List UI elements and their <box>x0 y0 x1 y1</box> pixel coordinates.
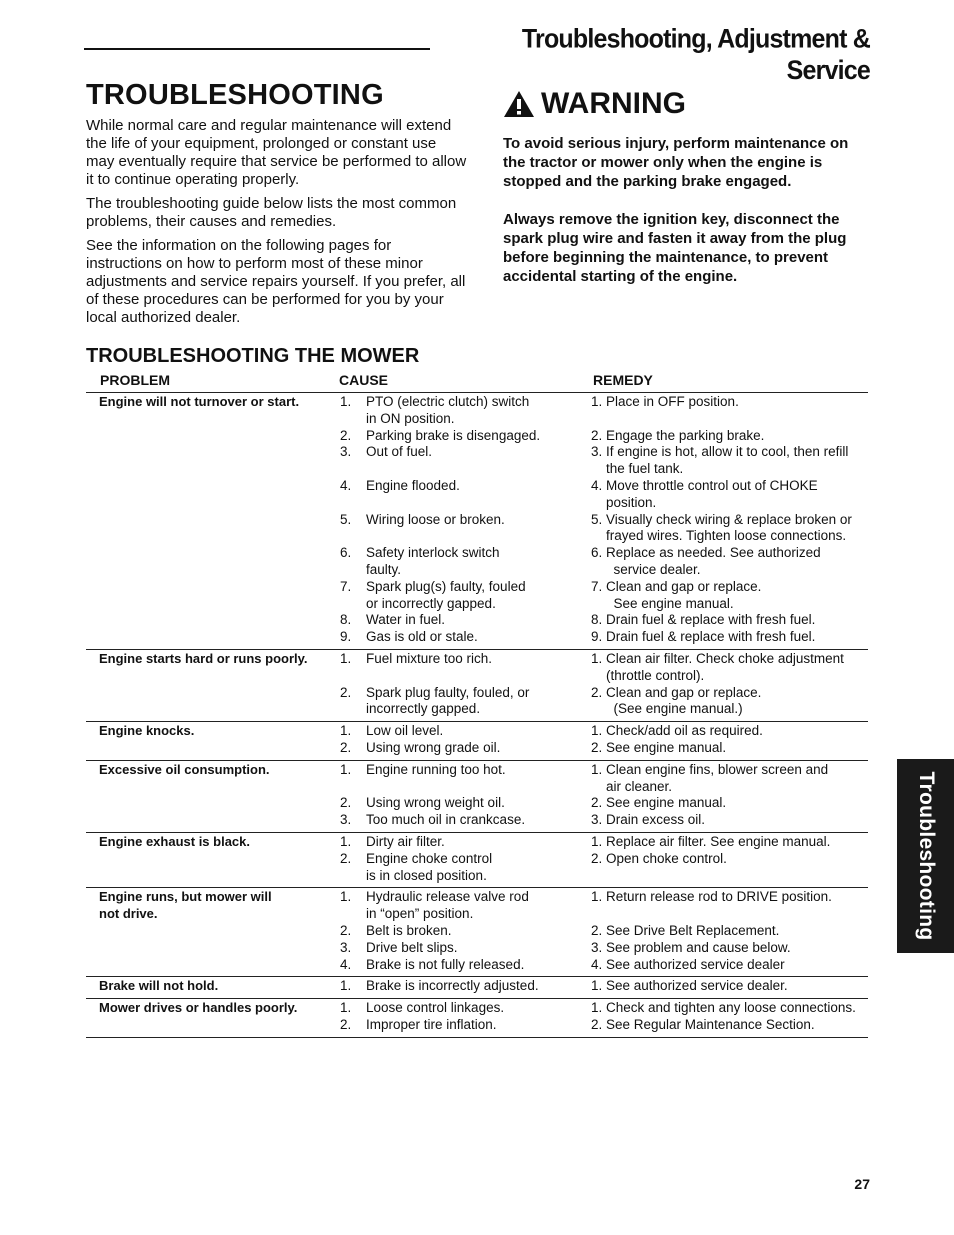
table-row <box>86 629 868 646</box>
cause-number: 1. <box>340 761 352 777</box>
problem-cell <box>86 740 340 757</box>
problem-cell <box>86 629 340 646</box>
remedy-cell: 8. Drain fuel & replace with fresh fuel. <box>591 612 816 628</box>
table-row <box>86 1000 868 1017</box>
problem-cell <box>86 957 340 974</box>
warning-heading <box>503 84 863 124</box>
problem-cell <box>86 579 340 613</box>
problem-cell <box>86 812 340 829</box>
cause-cell: PTO (electric clutch) switch in ON position. <box>366 394 530 426</box>
cause-cell: Drive belt slips. <box>366 939 458 955</box>
section-header: Troubleshooting, Adjustment & Service <box>521 23 870 86</box>
remedy-cell: 9. Drain fuel & replace with fresh fuel. <box>591 629 816 645</box>
cause-cell: Engine choke control is in closed position. <box>366 850 493 883</box>
problem-group <box>86 888 868 977</box>
remedy-cell: 4. See authorized service dealer <box>591 956 785 972</box>
problem-group <box>86 393 868 650</box>
column-header-remedy: REMEDY <box>593 372 653 388</box>
table-row <box>86 795 868 812</box>
cause-number: 1. <box>340 394 352 409</box>
table-row <box>86 978 868 995</box>
page-title: TROUBLESHOOTING <box>86 79 384 111</box>
cause-cell: Belt is broken. <box>366 922 452 938</box>
remedy-cell: 4. Move throttle control out of CHOKE position. <box>591 477 818 510</box>
table-row <box>86 579 868 613</box>
remedy-cell: 3. If engine is hot, allow it to cool, then refill the fuel tank. <box>591 444 849 477</box>
cause-number: 3. <box>340 444 352 460</box>
cause-number: 2. <box>340 427 352 443</box>
problem-cell: Engine exhaust is black. <box>99 833 250 849</box>
remedy-cell: 2. Engage the parking brake. <box>591 427 765 443</box>
cause-number: 2. <box>340 795 352 811</box>
cause-cell: Hydraulic release valve rod in “open” position. <box>366 889 529 922</box>
cause-number: 2. <box>340 684 352 700</box>
cause-cell: Safety interlock switch faulty. <box>366 545 500 577</box>
cause-cell: Parking brake is disengaged. <box>366 427 541 443</box>
cause-number: 3. <box>340 812 352 828</box>
remedy-cell: 2. Clean and gap or replace. (See engine manual.) <box>591 684 762 717</box>
remedy-cell: 2. See engine manual. <box>591 795 727 811</box>
table-row <box>86 651 868 685</box>
cause-number: 4. <box>340 956 352 972</box>
cause-cell: Using wrong grade oil. <box>366 739 501 755</box>
problem-cell: Brake will not hold. <box>99 978 219 994</box>
table-row <box>86 889 868 923</box>
table-row <box>86 957 868 974</box>
table-row <box>86 512 868 546</box>
cause-number: 4. <box>340 477 352 493</box>
cause-number: 3. <box>340 939 352 955</box>
remedy-cell: 2. See Drive Belt Replacement. <box>591 922 780 938</box>
remedy-cell: 3. See problem and cause below. <box>591 939 791 955</box>
problem-cell <box>86 795 340 812</box>
cause-number: 5. <box>340 511 352 527</box>
warning-title: WARNING <box>541 87 686 120</box>
problem-cell <box>86 685 340 719</box>
remedy-cell: 6. Replace as needed. See authorized service dealer. <box>591 545 821 577</box>
cause-cell: Too much oil in crankcase. <box>366 812 526 828</box>
table-row <box>86 685 868 719</box>
intro-paragraph: The troubleshooting guide below lists the most common problems, their causes and remedies. <box>86 195 457 230</box>
remedy-cell: 2. See engine manual. <box>591 739 727 755</box>
cause-number: 1. <box>340 889 352 905</box>
cause-cell: Gas is old or stale. <box>366 629 478 645</box>
remedy-cell: 1. Clean air filter. Check choke adjustment (throttle control). <box>591 650 844 683</box>
cause-cell: Low oil level. <box>366 723 444 739</box>
table-row <box>86 851 868 885</box>
problem-cell <box>86 923 340 940</box>
cause-number: 1. <box>340 978 352 994</box>
warning-paragraph: Always remove the ignition key, disconnect the spark plug wire and fasten it away from the plug before beginning the maintenance, to prevent accidental starting of the engine. <box>503 211 847 285</box>
problem-cell: Engine starts hard or runs poorly. <box>99 650 308 666</box>
intro-text <box>86 117 468 333</box>
cause-cell: Engine flooded. <box>366 477 460 493</box>
remedy-cell: 1. Clean engine fins, blower screen and air cleaner. <box>591 761 829 794</box>
problem-group <box>86 650 868 722</box>
problem-cell <box>86 512 340 546</box>
remedy-cell: 1. Check and tighten any loose connections. <box>591 1000 856 1016</box>
cause-cell: Improper tire inflation. <box>366 1016 497 1032</box>
remedy-cell: 3. Drain excess oil. <box>591 812 706 828</box>
remedy-cell: 1. Replace air filter. See engine manual. <box>591 833 831 849</box>
cause-cell: Water in fuel. <box>366 612 446 628</box>
side-tab-label: Troubleshooting <box>914 771 938 941</box>
table-row <box>86 812 868 829</box>
cause-cell: Wiring loose or broken. <box>366 511 505 527</box>
remedy-cell: 1. Place in OFF position. <box>591 394 739 409</box>
cause-number: 2. <box>340 739 352 755</box>
cause-cell: Spark plug faulty, fouled, or incorrectly gapped. <box>366 684 530 717</box>
warning-box <box>503 84 863 286</box>
cause-number: 1. <box>340 723 352 739</box>
problem-cell: Excessive oil consumption. <box>99 761 270 777</box>
cause-number: 1. <box>340 833 352 849</box>
page-number: 27 <box>854 1176 870 1192</box>
problem-group <box>86 722 868 761</box>
cause-cell: Out of fuel. <box>366 444 433 460</box>
warning-paragraph: To avoid serious injury, perform maintenance on the tractor or mower only when the engine is stopped and the parking brake engaged. <box>503 135 849 190</box>
table-header <box>86 372 868 393</box>
problem-cell: Engine knocks. <box>99 723 195 739</box>
column-header-cause: CAUSE <box>339 372 389 388</box>
problem-cell <box>86 545 340 579</box>
table-row <box>86 428 868 445</box>
column-header-problem: PROBLEM <box>100 372 170 388</box>
cause-number: 6. <box>340 545 352 561</box>
problem-cell <box>86 444 340 478</box>
problem-cell <box>86 428 340 445</box>
cause-cell: Using wrong weight oil. <box>366 795 505 811</box>
cause-cell: Brake is incorrectly adjusted. <box>366 978 539 994</box>
table-row <box>86 394 868 428</box>
table-row <box>86 612 868 629</box>
cause-cell: Brake is not fully released. <box>366 956 525 972</box>
cause-cell: Dirty air filter. <box>366 833 445 849</box>
remedy-cell: 1. Check/add oil as required. <box>591 723 763 739</box>
table-row <box>86 723 868 740</box>
problem-group <box>86 761 868 833</box>
cause-cell: Engine running too hot. <box>366 761 506 777</box>
cause-number: 9. <box>340 629 352 645</box>
table-row <box>86 478 868 512</box>
cause-cell: Fuel mixture too rich. <box>366 650 493 666</box>
intro-paragraph: See the information on the following pages for instructions on how to perform most of these minor adjustments and service repairs yourself. If you prefer, all of these procedures can be performed for you by your local authorized dealer. <box>86 237 466 326</box>
cause-number: 8. <box>340 612 352 628</box>
cause-number: 1. <box>340 1000 352 1016</box>
remedy-cell: 1. Return release rod to DRIVE position. <box>591 889 832 905</box>
cause-cell: Spark plug(s) faulty, fouled or incorrectly gapped. <box>366 578 526 611</box>
table-row <box>86 940 868 957</box>
section-title: TROUBLESHOOTING THE MOWER <box>86 345 420 367</box>
problem-cell <box>86 940 340 957</box>
cause-number: 2. <box>340 850 352 866</box>
cause-number: 2. <box>340 1016 352 1032</box>
table-row <box>86 444 868 478</box>
problem-cell: Engine runs, but mower will not drive. <box>99 889 272 922</box>
table-row <box>86 1017 868 1034</box>
problem-group <box>86 977 868 999</box>
table-row <box>86 545 868 579</box>
problem-group <box>86 999 868 1038</box>
problem-group <box>86 833 868 888</box>
problem-cell: Engine will not turnover or start. <box>99 394 300 409</box>
remedy-cell: 2. Open choke control. <box>591 850 727 866</box>
table-row <box>86 834 868 851</box>
intro-paragraph: While normal care and regular maintenance will extend the life of your equipment, prolonged or constant use may eventually require that service be performed to allow it to continue operating properly. <box>86 117 467 188</box>
problem-cell <box>86 851 340 885</box>
problem-cell <box>86 478 340 512</box>
side-tab <box>897 759 954 953</box>
warning-icon <box>503 90 535 118</box>
remedy-cell: 5. Visually check wiring & replace broken or frayed wires. Tighten loose connections. <box>591 511 852 544</box>
header-rule <box>84 48 430 50</box>
cause-number: 2. <box>340 922 352 938</box>
problem-cell <box>86 1017 340 1034</box>
cause-number: 7. <box>340 578 352 594</box>
remedy-cell: 1. See authorized service dealer. <box>591 978 788 994</box>
table-row <box>86 762 868 796</box>
cause-number: 1. <box>340 650 352 666</box>
remedy-cell: 2. See Regular Maintenance Section. <box>591 1016 815 1032</box>
cause-cell: Loose control linkages. <box>366 1000 505 1016</box>
table-row <box>86 923 868 940</box>
problem-cell: Mower drives or handles poorly. <box>99 1000 298 1016</box>
troubleshooting-table <box>86 393 868 1038</box>
table-row <box>86 740 868 757</box>
problem-cell <box>86 612 340 629</box>
remedy-cell: 7. Clean and gap or replace. See engine manual. <box>591 578 762 611</box>
